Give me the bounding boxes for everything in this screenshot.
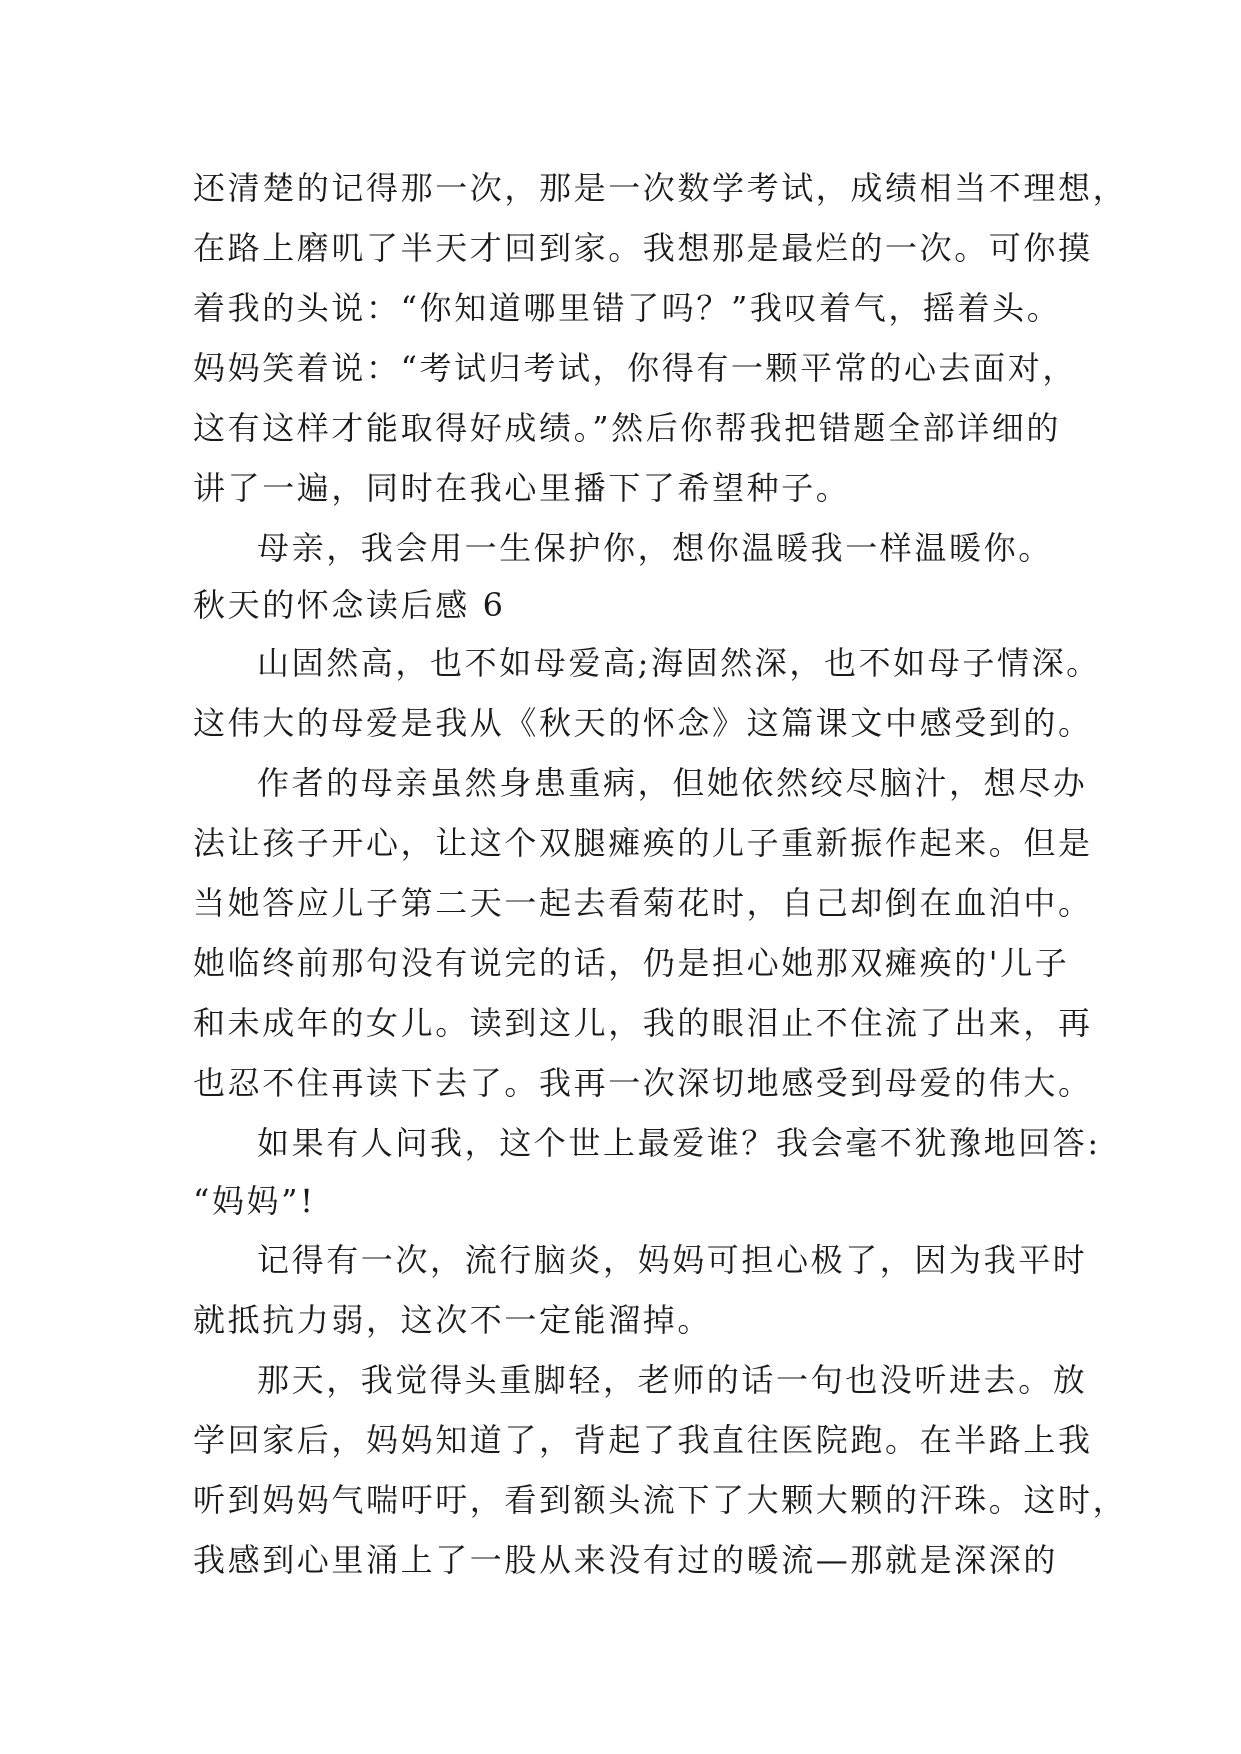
text-line: 就抵抗力弱，这次不一定能溜掉。	[193, 1301, 713, 1339]
text-line: 我感到心里涌上了一股从来没有过的暖流—那就是深深的	[193, 1541, 1059, 1579]
text-line: 着我的头说：“你知道哪里错了吗？”我叹着气，摇着头。	[193, 289, 1062, 327]
text-line: 还清楚的记得那一次，那是一次数学考试，成绩相当不理想，	[193, 169, 1128, 207]
text-line: 和未成年的女儿。读到这儿，我的眼泪止不住流了出来，再	[193, 1004, 1093, 1042]
paragraph-line: 如果有人问我，这个世上最爱谁？我会毫不犹豫地回答:	[257, 1124, 1101, 1162]
text-line: 她临终前那句没有说完的话，仍是担心她那双瘫痪的'儿子	[193, 944, 1070, 982]
text-line: 学回家后，妈妈知道了，背起了我直往医院跑。在半路上我	[193, 1421, 1093, 1459]
text-line: 法让孩子开心，让这个双腿瘫痪的儿子重新振作起来。但是	[193, 824, 1093, 862]
paragraph-line: 母亲，我会用一生保护你，想你温暖我一样温暖你。	[257, 529, 1053, 567]
text-line: “妈妈”!	[193, 1182, 316, 1220]
text-line: 这有这样才能取得好成绩。”然后你帮我把错题全部详细的	[193, 409, 1061, 447]
paragraph-line: 那天，我觉得头重脚轻，老师的话一句也没听进去。放	[257, 1361, 1088, 1399]
text-line: 听到妈妈气喘吁吁，看到额头流下了大颗大颗的汗珠。这时，	[193, 1481, 1128, 1519]
text-line: 在路上磨叽了半天才回到家。我想那是最烂的一次。可你摸	[193, 229, 1093, 267]
text-line: 这伟大的母爱是我从《秋天的怀念》这篇课文中感受到的。	[193, 704, 1093, 742]
paragraph-line: 记得有一次，流行脑炎，妈妈可担心极了，因为我平时	[257, 1241, 1088, 1279]
text-line: 也忍不住再读下去了。我再一次深切地感受到母爱的伟大。	[193, 1064, 1093, 1102]
text-line: 当她答应儿子第二天一起去看菊花时，自己却倒在血泊中。	[193, 884, 1093, 922]
text-line: 妈妈笑着说：“考试归考试，你得有一颗平常的心去面对，	[193, 349, 1077, 387]
section-heading: 秋天的怀念读后感 6	[193, 586, 506, 624]
text-line: 讲了一遍，同时在我心里播下了希望种子。	[193, 469, 851, 507]
paragraph-line: 山固然高，也不如母爱高;海固然深，也不如母子情深。	[257, 644, 1101, 682]
paragraph-line: 作者的母亲虽然身患重病，但她依然绞尽脑汁，想尽办	[257, 764, 1088, 802]
